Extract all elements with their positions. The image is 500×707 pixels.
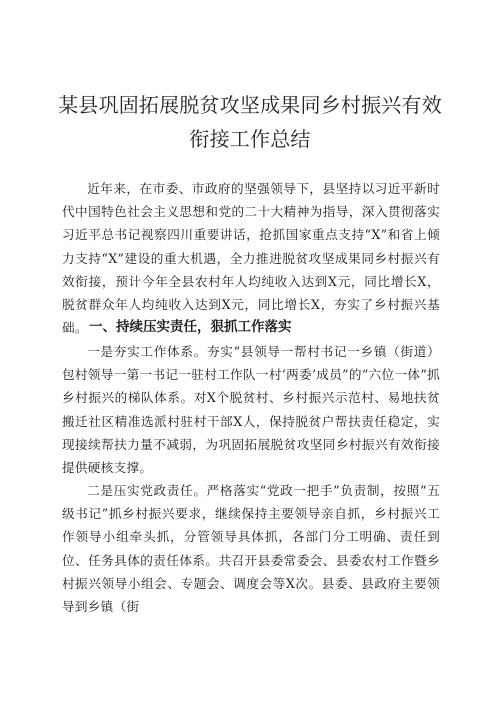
intro-paragraph: 近年来，在市委、市政府的坚强领导下，县坚持以习近平新时代中国特色社会主义思想和党的二十大精神为指导，深入贯彻落实习近平总书记视察四川重要讲话，抢抓国家重点支持“X”和省上倾力支持“X”建设的重大机遇，全力推进脱贫攻坚成果同乡村振兴有效衔接，预计今年全县农村年人均纯收入达到X元，同比增长X，脱贫群众年人均纯收入达到X元，同比增长X，夯实了乡村振兴基础。: [62, 181, 440, 336]
section-paragraph-1: 一是夯实工作体系。夯实“县领导一帮村书记一乡镇（街道）包村领导一第一书记一驻村工作队一村‘两委’成员”的“六位一体”抓乡村振兴的梯队体系。对X个脱贫村、乡村振兴示范村、易地扶贫搬迁社区精准选派村驻村干部X人，保持脱贫户帮扶责任稳定，实现接续帮扶力量不减弱，为巩固拓展脱贫攻坚同乡村振兴有效衔接提供硬核支撑。: [62, 344, 440, 476]
section-paragraph-2: 二是压实党政责任。严格落实“党政一把手”负责制，按照“五级书记”抓乡村振兴要求，继续保持主要领导亲自抓，乡村振兴工作领导小组牵头抓，分管领导具体抓，各部门分工明确、责任到位、任务具体的责任体系。共召开县委常委会、县委农村工作暨乡村振兴领导小组会、专题会、调度会等X次。县委、县政府主要领导到乡镇（街: [62, 483, 440, 615]
document-title: 某县巩固拓展脱贫攻坚成果同乡村振兴有效衔接工作总结: [58, 93, 442, 151]
section-heading: 一、持续压实责任，狠抓工作落实: [89, 319, 292, 335]
